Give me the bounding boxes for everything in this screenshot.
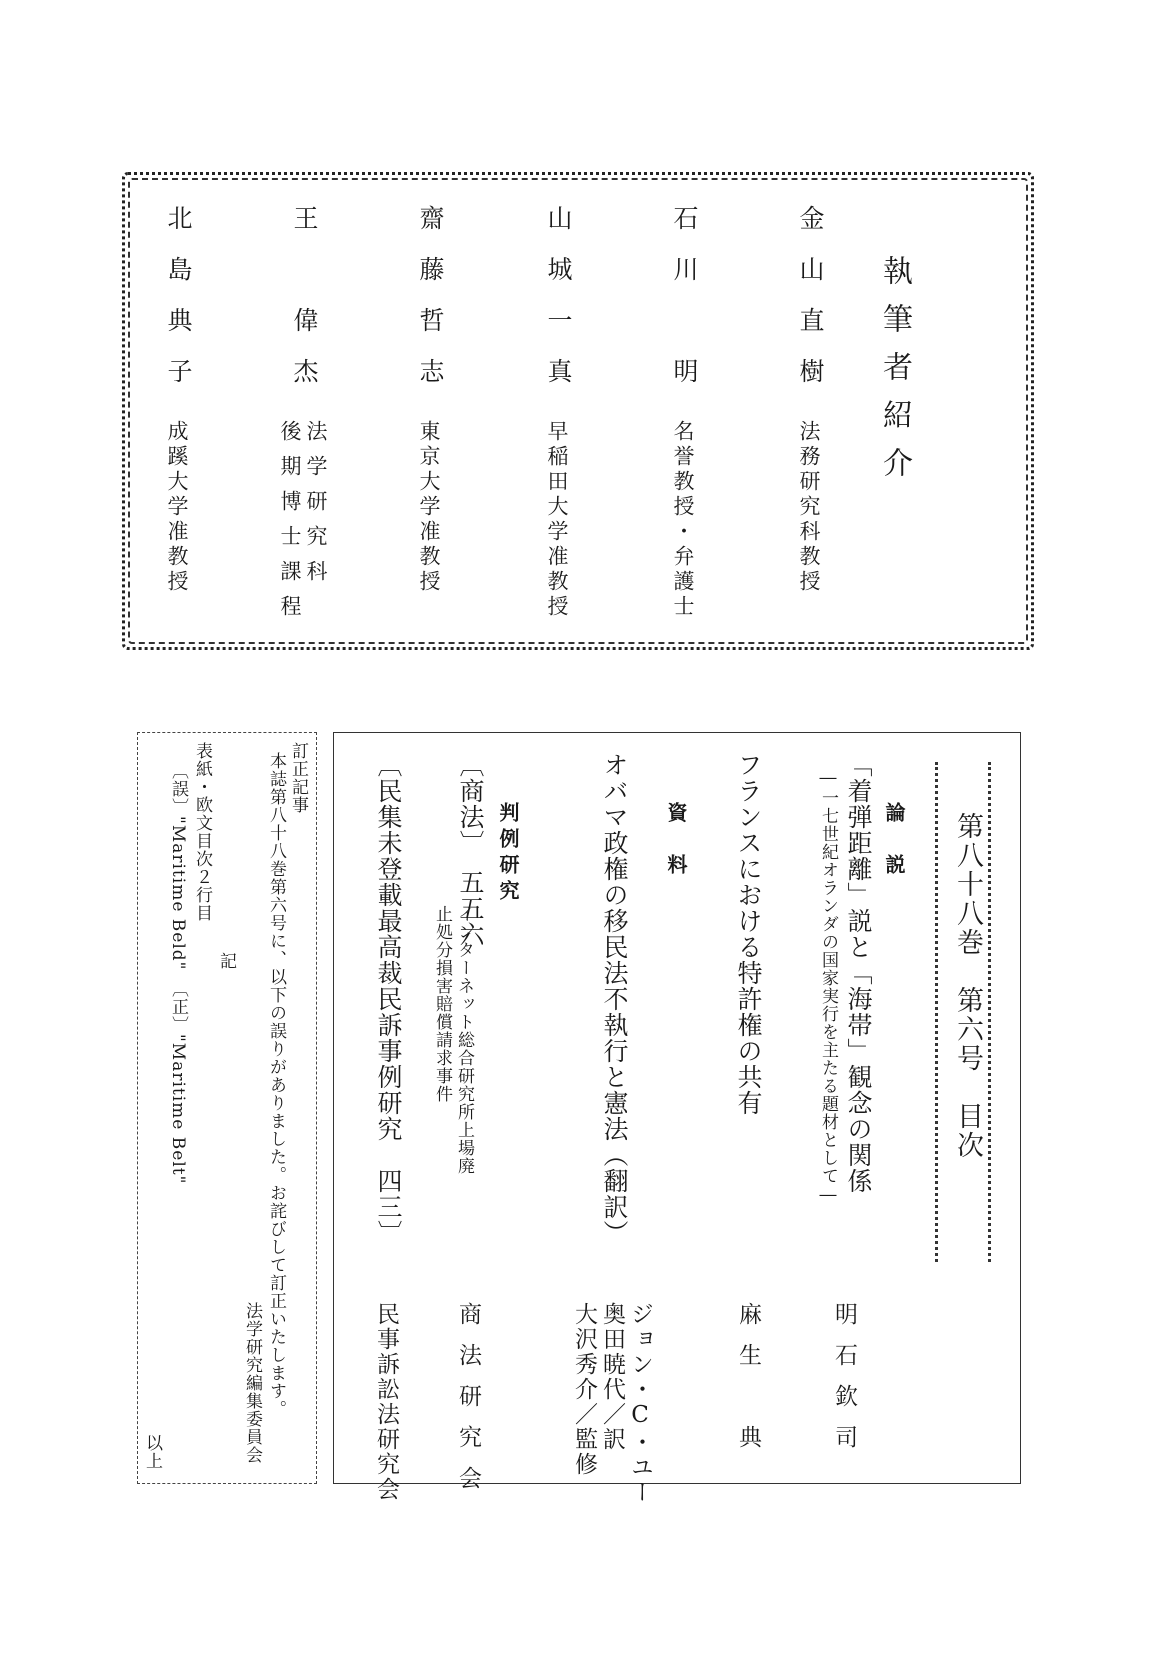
errata-note-label: 記	[216, 952, 236, 970]
article-author-line: 奥田暁代／訳	[599, 1302, 625, 1452]
contributor-affiliation-line: 後期博士課程	[278, 420, 302, 630]
article-title: 「着弾距離」説と「海帯」観念の関係	[844, 752, 873, 1194]
errata-right-label: 〔正〕	[168, 988, 188, 1034]
section-heading-ronsetsu: 論 説	[882, 802, 906, 880]
contributor-name: 北島典子	[164, 205, 193, 409]
article-author-line: ジョン・C・ユー	[627, 1302, 653, 1505]
contributor-name: 石川 明	[670, 205, 699, 409]
contributor-affiliation: 成蹊大学准教授	[165, 420, 189, 595]
section-heading-hanrei: 判例研究	[496, 802, 520, 906]
errata-signature: 法学研究編集委員会	[242, 1302, 262, 1464]
article-title: フランスにおける特許権の共有	[734, 752, 763, 1116]
article-title: 〔商法〕 五五六	[456, 752, 485, 948]
contributor-affiliation: 東京大学准教授	[417, 420, 441, 595]
errata-wrong-label: 〔誤〕	[168, 762, 188, 816]
contributor-name: 金山直樹	[796, 205, 825, 409]
contributors-heading: 執筆者紹介	[877, 255, 912, 495]
article-title: オバマ政権の移民法不執行と憲法（翻訳）	[600, 752, 629, 1246]
article-subtitle-line: 止処分損害賠償請求事件	[432, 905, 452, 1103]
errata-heading: 訂正記事	[288, 742, 308, 814]
article-author: 民事訴訟法研究会	[373, 1302, 399, 1502]
article-author-line: 大沢秀介／監修	[571, 1302, 597, 1477]
contributor-name: 齋藤哲志	[416, 205, 445, 409]
article-subtitle: ―一七世紀オランダの国家実行を主たる題材として―	[818, 768, 838, 1206]
article-author: 麻生 典	[735, 1302, 761, 1466]
issue-title: 第八十八巻 第六号 目次	[952, 812, 983, 1160]
errata-box	[137, 732, 317, 1484]
contributor-name: 山城一真	[544, 205, 573, 409]
contributor-affiliation: 法務研究科教授	[797, 420, 821, 595]
article-author: 商法研究会	[455, 1302, 481, 1507]
contributor-affiliation: 名誉教授・弁護士	[671, 420, 695, 620]
errata-wrong-text: "Maritime Beld"	[168, 816, 188, 971]
article-title: 〔民集未登載最高裁民訴事例研究 四三〕	[374, 752, 403, 1246]
article-author: 明石欽司	[831, 1302, 857, 1466]
section-heading-shiryo: 資 料	[664, 802, 688, 880]
contributor-affiliation-line: 法学研究科	[304, 420, 328, 595]
errata-wrong-correct	[166, 762, 191, 1184]
contributor-affiliation: 早稲田大学准教授	[545, 420, 569, 620]
errata-body: 本誌第八十八巻第六号に、以下の誤りがありました。お詫びして訂正いたします。	[266, 752, 286, 1418]
errata-location: 表紙・欧文目次２行目	[192, 742, 212, 922]
contributor-name: 王 偉杰	[290, 205, 319, 409]
article-subtitle-line: インターネット総合研究所上場廃	[454, 905, 474, 1175]
errata-right-text: "Maritime Belt"	[168, 1033, 188, 1185]
errata-closing: 以上	[142, 1434, 162, 1470]
